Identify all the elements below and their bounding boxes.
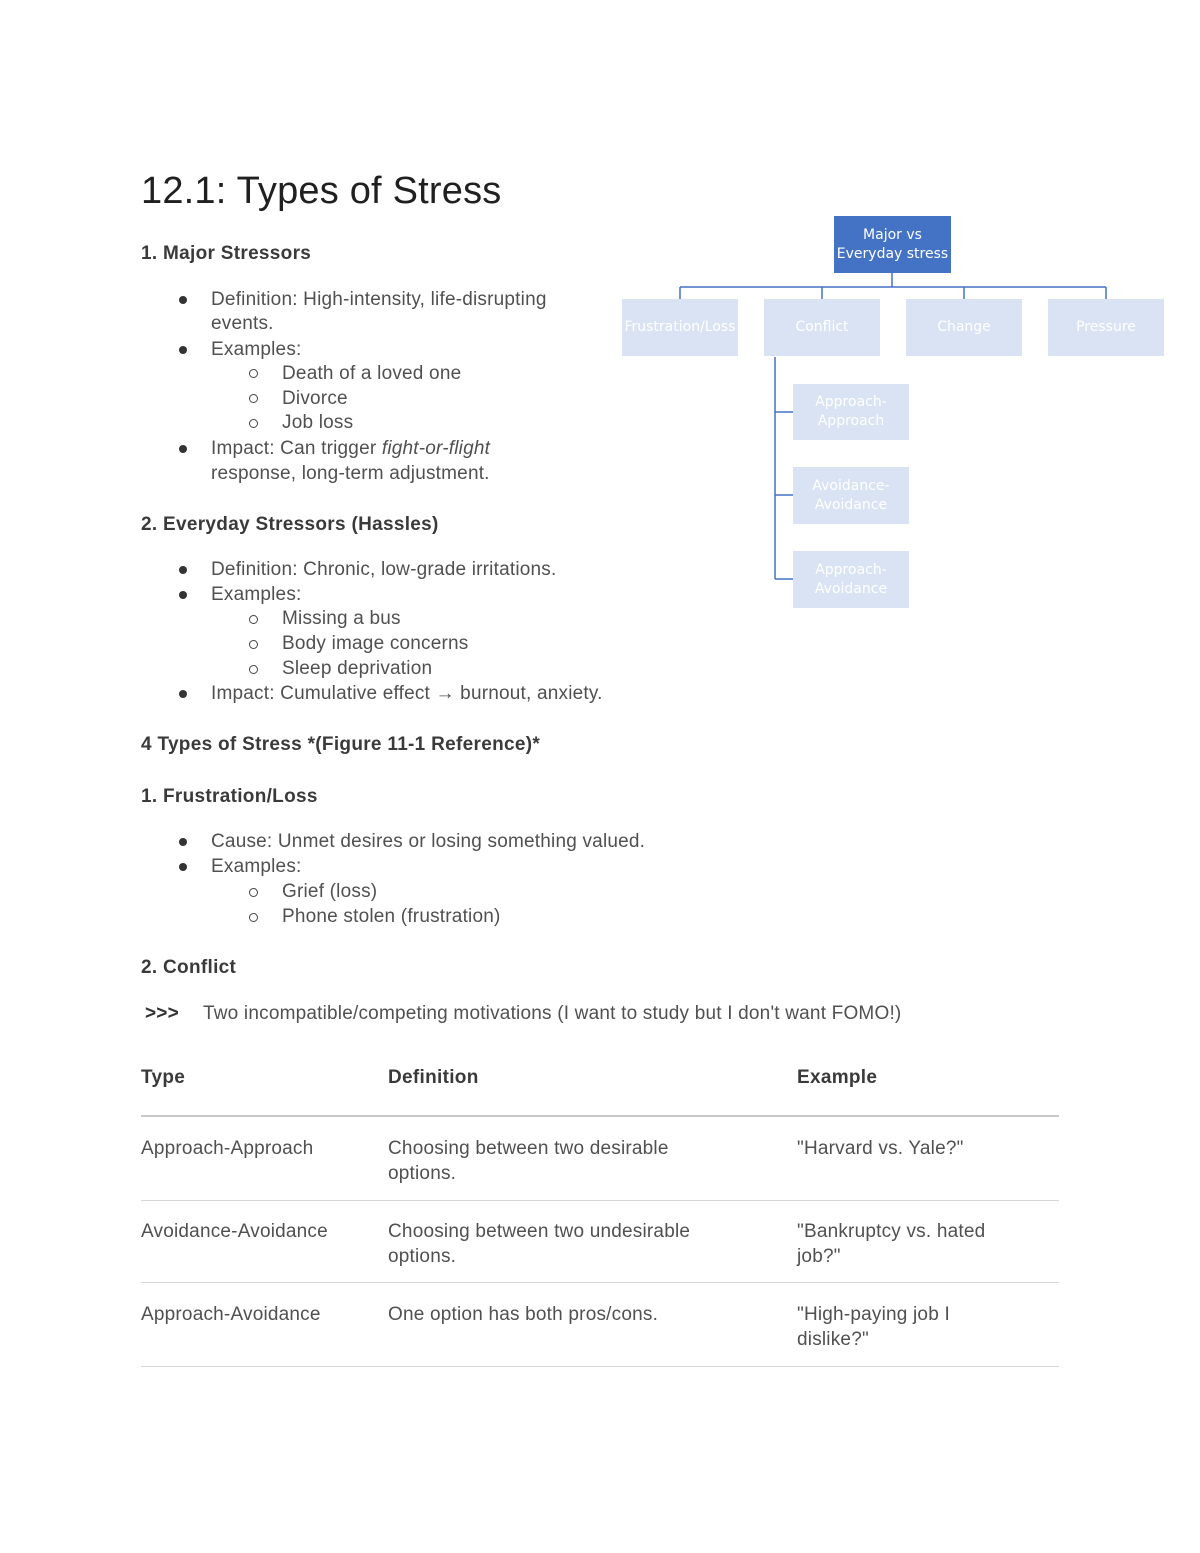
table-cell-type: Approach-Approach — [141, 1138, 314, 1159]
everyday-example-item: Sleep deprivation — [282, 658, 433, 679]
diagram-node-approach-avoidance — [793, 551, 909, 608]
root-label-line1: Major vs — [863, 226, 922, 243]
frustration-examples-label: Examples: — [211, 856, 302, 877]
everyday-stressors-heading: 2. Everyday Stressors (Hassles) — [141, 514, 439, 535]
diagram-root-node — [834, 216, 951, 273]
table-cell-type: Approach-Avoidance — [141, 1304, 321, 1325]
node-label-line2: Avoidance — [814, 496, 888, 513]
root-label-line2: Everyday stress — [836, 245, 949, 262]
everyday-impact: Impact: Cumulative effect → burnout, anxiety. — [211, 683, 603, 704]
major-example-item: Death of a loved one — [282, 363, 462, 384]
table-cell-example: "Bankruptcy vs. hated — [797, 1221, 986, 1242]
circle-bullet-icon — [249, 913, 258, 922]
bullet-icon — [179, 863, 187, 871]
diagram-node-conflict — [764, 299, 880, 356]
node-label-line1: Avoidance- — [812, 477, 890, 494]
diagram-node-approach-approach — [793, 384, 909, 440]
arrow-marker: >>> — [145, 1003, 179, 1024]
bullet-icon — [179, 838, 187, 846]
everyday-example-item: Missing a bus — [282, 608, 401, 629]
table-cell-definition: One option has both pros/cons. — [388, 1304, 659, 1325]
conflict-heading: 2. Conflict — [141, 957, 237, 978]
table-cell-definition: Choosing between two desirable — [388, 1138, 669, 1159]
everyday-examples-label: Examples: — [211, 584, 302, 605]
root-node-label — [837, 226, 948, 264]
diagram-node-pressure — [1048, 299, 1164, 356]
table-header-divider — [141, 1115, 1059, 1117]
major-stressors-heading: 1. Major Stressors — [141, 243, 312, 264]
major-impact-line2: response, long-term adjustment. — [211, 463, 490, 484]
major-example-item: Job loss — [282, 412, 354, 433]
circle-bullet-icon — [249, 888, 258, 897]
table-row-divider — [141, 1200, 1059, 1201]
table-cell-example: dislike?" — [797, 1329, 869, 1350]
table-row-divider — [141, 1282, 1059, 1283]
frustration-example-item: Phone stolen (frustration) — [282, 906, 501, 927]
diagram-node-change — [906, 299, 1022, 356]
page-title: 12.1: Types of Stress — [141, 170, 502, 212]
node-label-line1: Approach- — [815, 394, 887, 410]
impact-italic: fight-or-flight — [381, 438, 491, 459]
conflict-note: Two incompatible/competing motivations (I want to study but I don't want FOMO!) — [203, 1003, 902, 1024]
diagram-node-frustration-loss — [622, 299, 738, 356]
everyday-example-item: Body image concerns — [282, 633, 469, 654]
table-cell-example: job?" — [797, 1246, 841, 1267]
table-cell-definition: Choosing between two undesirable — [388, 1221, 691, 1242]
node-label-line2: Approach — [817, 413, 885, 429]
table-cell-example: "High-paying job I — [797, 1304, 950, 1325]
frustration-heading: 1. Frustration/Loss — [141, 786, 318, 807]
everyday-definition: Definition: Chronic, low-grade irritations. — [211, 559, 557, 580]
node-label: Frustration/Loss — [624, 319, 736, 335]
major-definition-line1: Definition: High-intensity, life-disrupting — [211, 289, 547, 310]
table-cell-definition: options. — [388, 1163, 457, 1184]
major-example-item: Divorce — [282, 388, 348, 409]
table-header-type: Type — [141, 1067, 186, 1088]
node-label: Change — [937, 319, 991, 335]
frustration-cause: Cause: Unmet desires or losing something valued. — [211, 831, 646, 852]
table-row-divider — [141, 1366, 1059, 1367]
table-cell-definition: options. — [388, 1246, 457, 1267]
table-cell-example: "Harvard vs. Yale?" — [797, 1138, 964, 1159]
table-header-example: Example — [797, 1067, 878, 1088]
frustration-example-item: Grief (loss) — [282, 881, 378, 902]
major-definition-line2: events. — [211, 313, 274, 334]
node-label-line1: Approach- — [815, 561, 887, 578]
impact-prefix: Impact: Can trigger — [211, 438, 382, 459]
table-cell-type: Avoidance-Avoidance — [141, 1221, 328, 1242]
four-types-heading: 4 Types of Stress *(Figure 11-1 Reference)* — [141, 734, 541, 755]
node-label-line2: Avoidance — [814, 580, 888, 597]
node-label: Pressure — [1076, 319, 1136, 335]
node-label: Conflict — [795, 319, 849, 335]
diagram-node-avoidance-avoidance — [793, 467, 909, 524]
major-examples-label: Examples: — [211, 339, 302, 360]
table-header-definition: Definition — [388, 1067, 479, 1088]
